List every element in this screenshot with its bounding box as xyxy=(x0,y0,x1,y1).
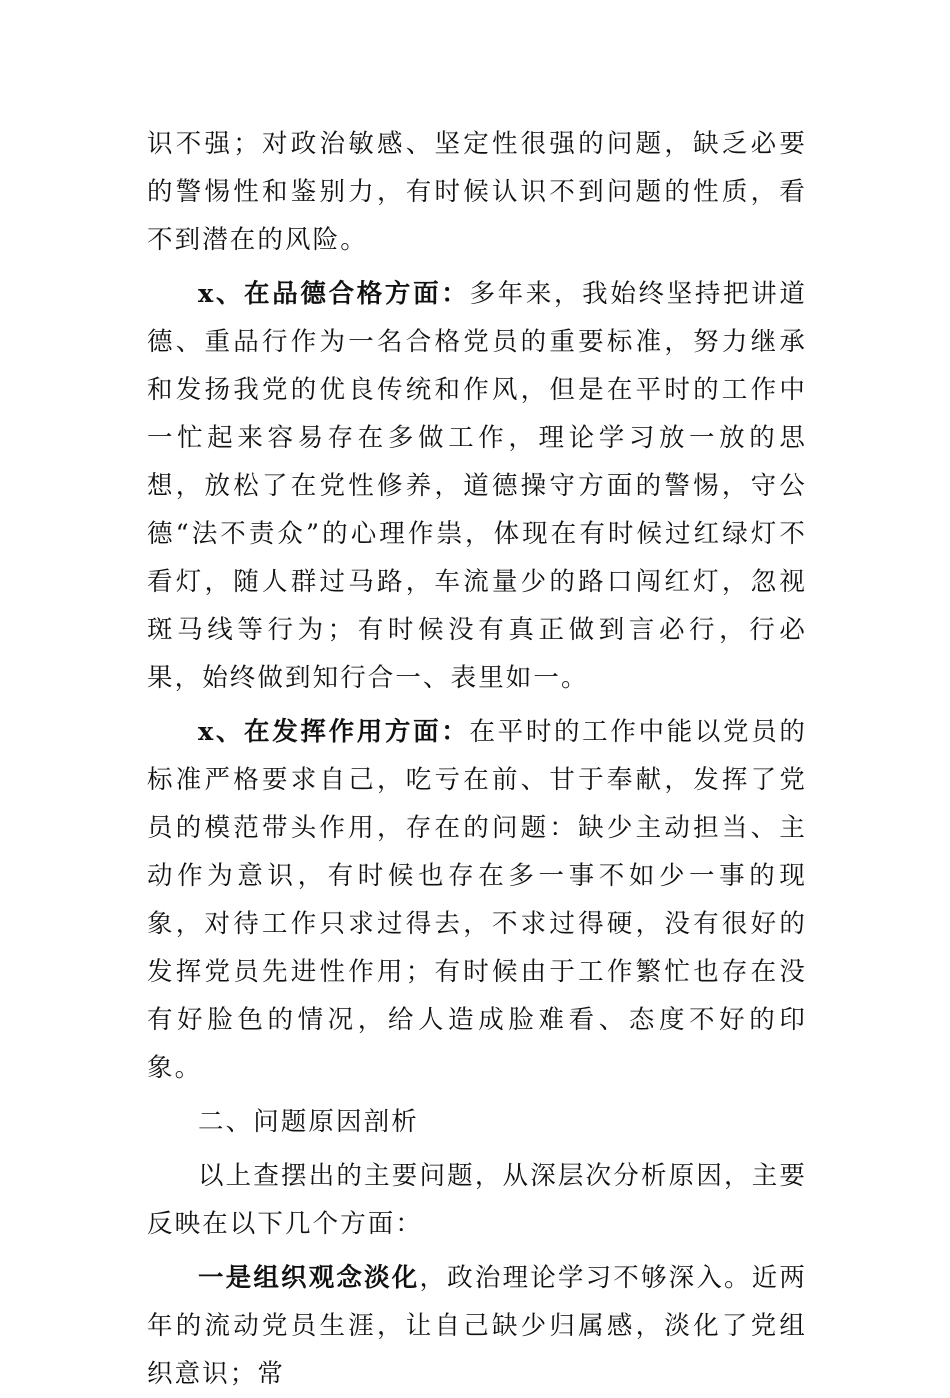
section-heading-cause-analysis: 二、问题原因剖析 xyxy=(198,1107,419,1137)
paragraph-cause-one xyxy=(147,1254,807,1398)
paragraph-moral-qualification xyxy=(147,270,807,702)
paragraph-lead-role: x、在发挥作用方面： xyxy=(198,717,470,747)
paragraph-body-cause-one: ，政治理论学习不够深入。近两年的流动党员生涯，让自己缺少归属感，淡化了党组织意识；常 xyxy=(147,1263,807,1389)
document-page xyxy=(147,120,807,1398)
paragraph-political-awareness-end: 识不强；对政治敏感、坚定性很强的问题，缺乏必要的警惕性和鉴别力，有时候认识不到问题的性质，看不到潜在的风险。 xyxy=(147,129,807,255)
paragraph-role-play xyxy=(147,708,807,1092)
paragraph-body-role: 在平时的工作中能以党员的标准严格要求自己，吃亏在前、甘于奉献，发挥了党员的模范带头作用，存在的问题：缺少主动担当、主动作为意识，有时候也存在多一事不如少一事的现象，对待工作只求过得去，不求过得硬，没有很好的发挥党员先进性作用；有时候由于工作繁忙也存在没有好脸色的情况，给人造成脸难看、态度不好的印象。 xyxy=(147,717,807,1083)
paragraph-lead-moral: x、在品德合格方面： xyxy=(198,279,470,309)
paragraph-body-moral: 多年来，我始终坚持把讲道德、重品行作为一名合格党员的重要标准，努力继承和发扬我党的优良传统和作风，但是在平时的工作中一忙起来容易存在多做工作，理论学习放一放的思想，放松了在党性修养，道德操守方面的警惕，守公德“法不责众”的心理作祟，体现在有时候过红绿灯不看灯，随人群过马路，车流量少的路口闯红灯，忽视斑马线等行为；有时候没有真正做到言必行，行必果，始终做到知行合一、表里如一。 xyxy=(147,279,807,693)
paragraph-cause-intro: 以上查摆出的主要问题，从深层次分析原因，主要反映在以下几个方面： xyxy=(147,1161,807,1239)
paragraph-lead-cause-one: 一是组织观念淡化 xyxy=(198,1263,420,1293)
